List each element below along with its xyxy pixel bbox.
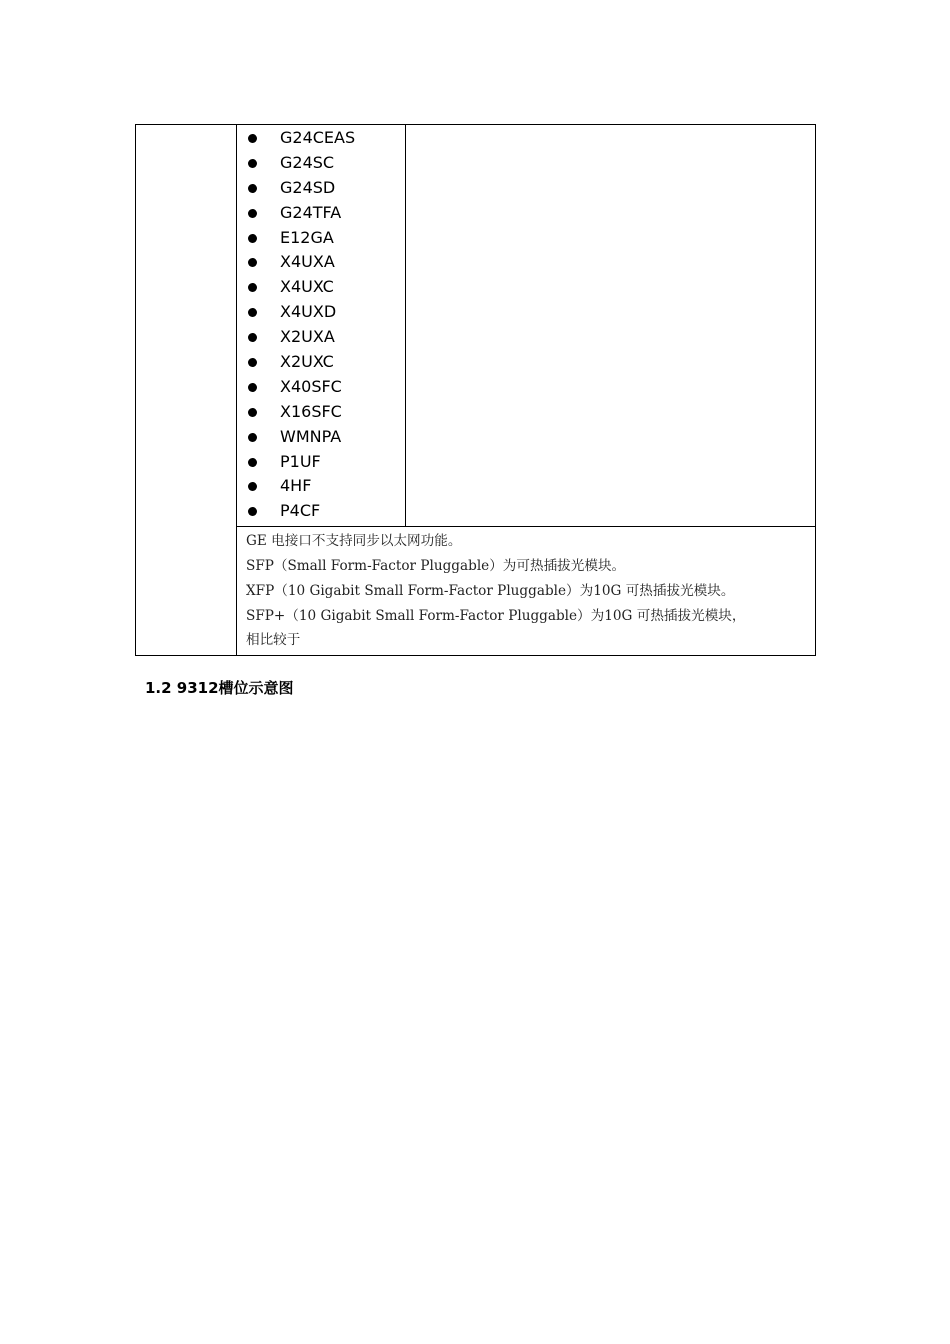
module-row <box>136 125 816 527</box>
module-list-item <box>237 425 405 450</box>
module-list-item <box>237 499 405 524</box>
bullet-icon <box>248 507 257 516</box>
section-heading: 1.2 9312槽位示意图 <box>145 679 294 697</box>
module-name: X2UXC <box>280 352 334 372</box>
module-name: X16SFC <box>280 401 342 421</box>
note-line: SFP+（10 Gigabit Small Form-Factor Pluggable）为10G 可热插拔光模块， <box>246 607 746 624</box>
module-name: G24TFA <box>280 202 342 222</box>
module-list <box>237 125 405 526</box>
module-name: E12GA <box>280 227 334 247</box>
notes-block <box>246 529 811 653</box>
module-name: P1UF <box>280 451 321 471</box>
module-list-item <box>237 201 405 226</box>
notes-cell <box>237 527 816 656</box>
module-name: X4UXA <box>280 252 335 272</box>
bullet-icon <box>248 283 257 292</box>
note-line: XFP（10 Gigabit Small Form-Factor Pluggable）为10G 可热插拔光模块。 <box>246 582 735 599</box>
module-list-item <box>237 325 405 350</box>
module-name: X4UXC <box>280 277 334 297</box>
empty-left-cell <box>136 125 237 656</box>
bullet-icon <box>248 308 257 317</box>
bullet-icon <box>248 458 257 467</box>
module-list-item <box>237 226 405 251</box>
module-list-item <box>237 474 405 499</box>
module-list-item <box>237 275 405 300</box>
bullet-icon <box>248 358 257 367</box>
bullet-icon <box>248 184 257 193</box>
module-name: P4CF <box>280 501 321 521</box>
bullet-icon <box>248 482 257 491</box>
board-table <box>135 124 816 656</box>
module-name: X2UXA <box>280 327 335 347</box>
bullet-icon <box>248 408 257 417</box>
bullet-icon <box>248 159 257 168</box>
module-list-item <box>237 350 405 375</box>
empty-description-cell <box>406 125 816 527</box>
module-name: 4HF <box>280 476 312 496</box>
bullet-icon <box>248 209 257 218</box>
bullet-icon <box>248 258 257 267</box>
module-list-item <box>237 300 405 325</box>
bullet-icon <box>248 134 257 143</box>
module-name: G24SC <box>280 152 335 172</box>
module-list-item <box>237 151 405 176</box>
module-name: G24CEAS <box>280 128 356 147</box>
module-name: X4UXD <box>280 302 337 322</box>
module-list-cell <box>237 125 406 527</box>
note-line: GE 电接口不支持同步以太网功能。 <box>246 533 462 550</box>
module-list-item <box>237 450 405 475</box>
module-name: WMNPA <box>280 426 342 446</box>
bullet-icon <box>248 333 257 342</box>
bullet-icon <box>248 433 257 442</box>
note-line: 相比较于 <box>246 632 301 649</box>
note-line: SFP（Small Form-Factor Pluggable）为可热插拔光模块。 <box>246 558 626 575</box>
bullet-icon <box>248 234 257 243</box>
bullet-icon <box>248 383 257 392</box>
module-list-item <box>237 375 405 400</box>
notes-row <box>136 527 816 656</box>
module-list-item <box>237 400 405 425</box>
module-list-item <box>237 250 405 275</box>
module-name: X40SFC <box>280 376 342 396</box>
module-list-item <box>237 126 405 151</box>
module-list-item <box>237 176 405 201</box>
module-name: G24SD <box>280 177 336 197</box>
